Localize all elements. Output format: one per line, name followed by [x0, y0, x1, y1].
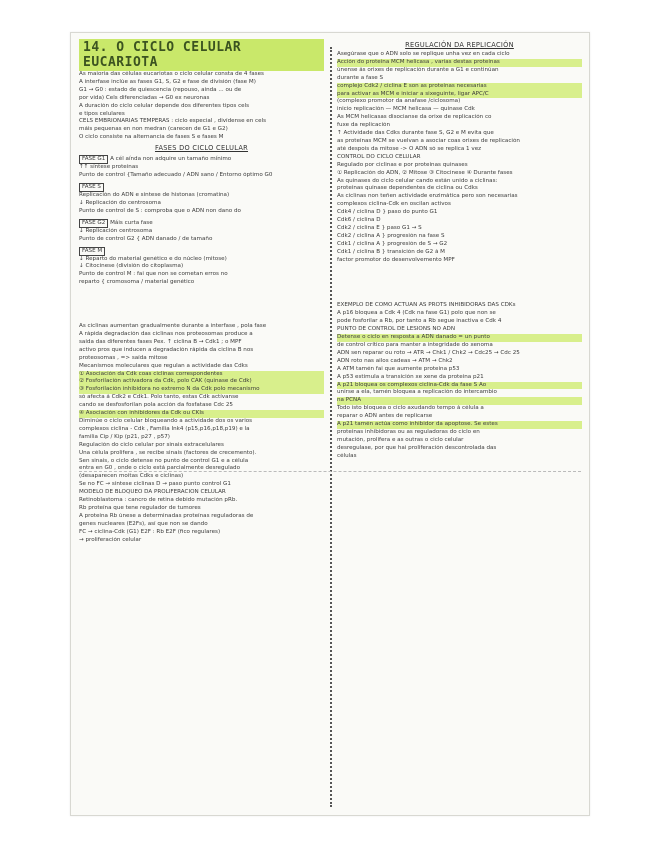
lower-right-line: A p21 bloquea os complexos ciclina-Cdk da fase S Ao: [337, 382, 582, 390]
lower-left-line: → proliferación celular: [79, 536, 142, 543]
fase-label-box: FASE S: [79, 183, 104, 192]
lower-left-line: entra en G0 , onde o ciclo está parcialmente desregulado: [79, 465, 241, 472]
lower-left-line: Una célula prolifera , se recibe sinais (factores de crecemento).: [79, 449, 257, 456]
upper-right-line: Regulado por ciclinas e por proteínas quinases: [337, 161, 468, 168]
upper-right-line: Cdk2 / ciclina A } progresión na fase S: [337, 232, 445, 239]
lower-left-line: (desaparecen moitas Cdks e ciclinas): [79, 473, 184, 480]
lower-left-line: Regulación do ciclo celular por sinais extracelulares: [79, 441, 224, 448]
fase-line: [79, 271, 324, 279]
intro-line: máis pequenas en non medran (carecen de G1 e G2): [79, 126, 228, 133]
notebook-page: [70, 32, 590, 816]
fase-line: [79, 182, 324, 192]
left-lower-notes: [79, 323, 324, 544]
lower-right-line: Todo isto bloquea o ciclo axudando tempo á célula a: [337, 405, 484, 412]
lower-left-line: activo pros que inducen a degradación rápida da ciclina B nos: [79, 346, 254, 353]
lower-left-line: familia Cip / Kip (p21, p27 , p57): [79, 433, 170, 440]
upper-right-line: Cdk1 / ciclina B } transición de G2 á M: [337, 248, 445, 255]
lower-left-line: proteosomas , => saída mitose: [79, 354, 168, 361]
lower-right-line: A p16 bloquea a Cdk 4 (Cdk na fase G1) polo que non se: [337, 310, 496, 317]
fase-text: ↓ Replicación do centrosoma: [79, 199, 161, 206]
fase-text: ↓ Reparto do material genético e do núcleo (mitose): [79, 255, 227, 262]
lower-right-line: unirse a ela, tamén bloquea a replicación do intercambio: [337, 389, 497, 396]
upper-right-line: inicio replicación — MCM helicasa — quinase Cdk: [337, 106, 475, 113]
intro-line: A duración do ciclo celular depende dos diferentes tipos cels: [79, 102, 250, 109]
lower-left-line: MODELO DE BLOQUEO DA PROLIFERACIÓN CELULAR: [79, 489, 226, 496]
lower-left-line: Diminúe o ciclo celular bloqueando a actividade dos os varios: [79, 418, 253, 424]
fase-label-box: FASE M: [79, 247, 105, 256]
upper-right-line: complejo Cdk2 / ciclina E son as proteínas necesarias: [337, 83, 582, 91]
fase-line: [79, 218, 324, 228]
column-divider: [330, 47, 332, 807]
intro-line: As maioria das células eucariotas o ciclo celular consta de 4 fases: [79, 71, 264, 77]
lower-right-line: na PCNA: [337, 397, 582, 405]
upper-right-line: complexos ciclina-Cdk en oscilan activos: [337, 201, 451, 208]
upper-right-line: Acción do proteína MCM helicasa , varias destas proteínas: [337, 59, 582, 67]
upper-right-line: CONTROL DO CICLO CELULAR: [337, 153, 421, 160]
upper-right-line: Cdk6 / ciclina D: [337, 217, 381, 224]
fase-text: Punto de control G2 { ADN danado / de tamaño: [79, 235, 213, 242]
upper-right-line: Asegúrase que o ADN solo se replique unha vez en cada ciclo: [337, 51, 510, 57]
lower-left-line: Sen sinais, o ciclo detense no punto de control G1 e a célula: [79, 457, 249, 464]
fase-line: [79, 154, 324, 164]
fase-text: Replicación do ADN e síntese de histonas (cromatina): [79, 191, 230, 198]
replication-title: REGULACIÓN DA REPLICACIÓN: [405, 41, 514, 49]
left-column: [79, 39, 324, 545]
upper-right-line: únense ás orixes de replicación durante a G1 e continúan: [337, 66, 499, 73]
intro-line: e tipos celulares: [79, 110, 125, 117]
fase-label-box: FASE G1: [79, 155, 108, 164]
fase-line: [79, 208, 324, 216]
lower-right-line: A p53 estimula a transición xe xene da proteína p21: [337, 373, 484, 380]
fase-text: Punto de control M : fai que non se cometan erros no: [79, 271, 228, 278]
lower-right-line: ADN roto nas ailos cadeas → ATM → Chk2: [337, 357, 453, 364]
intro-line: A interfase inclúe as fases G1, S, G2 e fase de división (fase M): [79, 78, 256, 85]
lower-left-line: ① Asociación da Cdk coas ciclinas correspondentes: [79, 371, 324, 379]
intro-line: G1 → G0 : estado de quiescencia (repouso, aínda ... ou de: [79, 86, 242, 93]
lower-left-line: As ciclinas aumentan gradualmente durante a interfase , pola fase: [79, 323, 267, 330]
upper-right-line: As quinases do ciclo celular cando están unido a ciclinas:: [337, 177, 498, 184]
fase-text: ↓ Replicación centrosoma: [79, 227, 153, 234]
lower-left-line: só afecta á Cdk2 e Cdk1. Polo tanto, estas Cdk actívanse: [79, 394, 239, 401]
lower-left-line: Retinoblastoma : cancro de retina debido mutación pRb.: [79, 497, 238, 504]
upper-right-line: Cdk4 / ciclina D } paso do punto G1: [337, 209, 438, 216]
right-upper-notes: [337, 51, 582, 264]
fases-title: FASES DO CICLO CELULAR: [154, 144, 249, 153]
page-title: 14. O CICLO CELULAR EUCARIOTA: [79, 39, 324, 71]
lower-right-line: células: [337, 452, 357, 459]
upper-right-line: proteínas quinase dependentes de ciclina ou Cdks: [337, 185, 478, 192]
upper-right-line: Cdk1 / ciclina A } progresión de S → G2: [337, 240, 448, 247]
lower-left-line: cando se desfosforilan pola acción da fosfatase Cdc 25: [79, 402, 233, 409]
fase-line: [79, 236, 324, 244]
fase-label-box: FASE G2: [79, 219, 108, 228]
lower-right-line: pode fosforilar a Rb, por tanto a Rb segue inactiva e Cdk 4: [337, 318, 502, 325]
upper-right-line: (complexo promotor da anafase /ciclosoma): [337, 98, 461, 105]
lower-left-line: ② Fosforilación activadora da Cdk, polo CAK (quinase de Cdk): [79, 378, 324, 386]
fase-text: Punto de control de S : comproba que o ADN non dano do: [79, 207, 241, 214]
lower-left-line: saída das diferentes fases Pex. ↑ ciclina B → Cdk1 ; o MPF: [79, 338, 242, 345]
lower-right-line: PUNTO DE CONTROL DE LESIÓNS NO ADN: [337, 326, 456, 333]
upper-right-line: ↑ Actividade das Cdks durante fase S, G2 e M evita que: [337, 130, 494, 137]
upper-right-line: durante a fase S: [337, 74, 384, 81]
lower-left-line: ③ Fosforilación inhibidora no extremo N da Cdk polo mecanismo: [79, 386, 324, 394]
upper-right-line: As MCM helicasas disocianse da orixe de replicación co: [337, 114, 492, 121]
left-intro: [79, 71, 324, 142]
lower-left-line: genes nucleares (E2Fs), así que non se dando: [79, 520, 208, 527]
upper-right-line: para activar as MCM e iniciar a sixeguinte, ligar APC/C: [337, 91, 582, 99]
lower-right-line: desregulase, por que hai proliferación descontrolada das: [337, 444, 497, 451]
upper-right-line: as proteínas MCM se vuelvan a asociar coas orixes de replicación: [337, 137, 520, 144]
upper-right-line: Cdk2 / ciclina E } paso G1 → S: [337, 224, 422, 231]
fase-line: [79, 256, 324, 264]
fase-line: [79, 279, 324, 287]
fase-line: [79, 192, 324, 200]
fase-line: [79, 246, 324, 256]
fase-line: [79, 263, 324, 271]
lower-right-line: ADN sen reparar ou roto → ATR → Chk1 / Chk2 → Cdc25 → Cdc 25: [337, 349, 520, 356]
right-lower-notes: [337, 302, 582, 460]
lower-right-line: EXEMPLO DE COMO ACTÚAN AS PROTS INHIBIDORAS DAS CDKs: [337, 302, 516, 309]
upper-right-line: factor promotor do desenvolvemento MPF: [337, 256, 455, 263]
intro-line: CELS EMBRIONARIAS TEMPERÁS : ciclo especial , divídense en cels: [79, 118, 267, 125]
upper-right-line: fuxe da replicación: [337, 122, 391, 129]
fase-text: reparto { cromosoma / material genético: [79, 279, 195, 286]
lower-left-line: ④ Asociación con inhibidores da Cdk ou CKIs: [79, 410, 324, 418]
lower-right-line: A ATM tamén fai que aumente proteína p53: [337, 365, 460, 372]
upper-right-line: ① Replicación do ADN, ② Mitose ③ Citocinese ④ Durante fases: [337, 169, 513, 176]
upper-right-line: até despois da mitose -> O ADN só se replica 1 vez: [337, 145, 482, 152]
fase-line: [79, 228, 324, 236]
upper-right-line: As ciclinas non teñen actividade enzimática pero son necesarias: [337, 193, 518, 200]
fase-line: [79, 200, 324, 208]
lower-right-line: Detense o ciclo en resposta a ADN danado = un punto: [337, 334, 582, 342]
fases-list: [79, 154, 324, 287]
lower-right-line: de control crítico para manter a integridade do xenoma: [337, 342, 493, 348]
lower-right-line: reparar o ADN antes de replicarse: [337, 413, 433, 420]
lower-left-line: A rápida degradación das ciclinas nos proteosomas produce a: [79, 331, 253, 338]
lower-left-line: complexos ciclina - Cdk , Familia Ink4 (p15,p16,p18,p19) e la: [79, 425, 250, 432]
fase-line: [79, 172, 324, 180]
fase-text: ↑↑ síntese proteínas: [79, 164, 139, 171]
intro-line: por vida) Cels diferenciadas → G0 ex neuronas: [79, 94, 210, 101]
fase-text: ↓ Citocinese (división do citoplasma): [79, 263, 184, 270]
lower-left-line: FC → ciclina-Cdk (G1) E2F : Rb E2F (fico regulares): [79, 528, 221, 535]
fase-line: [79, 164, 324, 172]
intro-line: O ciclo consiste na alternancia de fases S e fases M: [79, 134, 224, 141]
lower-left-line: Se no FC → síntese ciclinas D → paso punto control G1: [79, 481, 231, 488]
lower-right-line: proteínas inhibidoras ou as reguladoras do ciclo en: [337, 428, 480, 435]
lower-left-line: Mecanismos moleculares que regulan a actividade das Cdks: [79, 362, 248, 369]
lower-right-line: mutación, prolifera e as outras o ciclo celular: [337, 436, 464, 443]
lower-right-line: A p21 tamén actúa como inhibidor da apoptose. Se estes: [337, 421, 582, 429]
lower-left-line: Rb proteína que tene regulador de tumores: [79, 504, 201, 511]
right-column: [337, 39, 582, 461]
fase-text: Máis curta fase: [110, 219, 153, 226]
fase-text: A cél aínda non adquire un tamaño mínimo: [110, 156, 232, 163]
fase-text: Punto de control {Tamaño adecuado / ADN sano / Entorno óptimo G0: [79, 172, 273, 179]
lower-left-line: A proteína Rb únese a determinadas proteínas reguladoras de: [79, 512, 254, 519]
